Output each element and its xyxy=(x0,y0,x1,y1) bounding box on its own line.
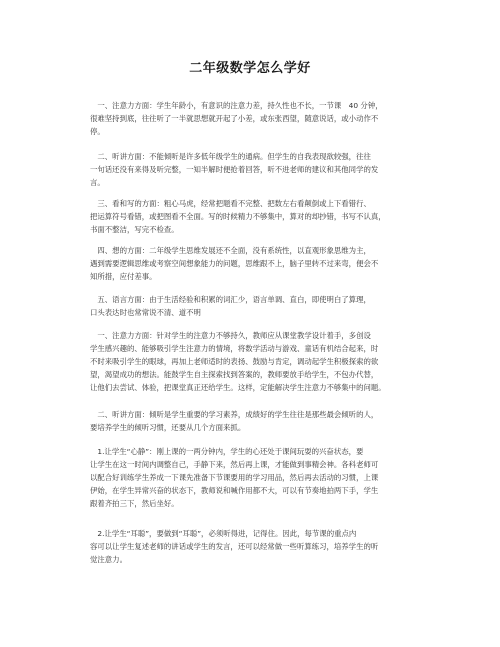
text-line: 觉注意力。 xyxy=(90,555,127,564)
paragraph-language-issue xyxy=(90,293,420,319)
paragraph-calm-heart xyxy=(90,445,420,510)
text-line: 五、语言方面：由于生活经验和积累的词汇少，语言单调、直白，即使明白了算理， xyxy=(90,295,371,304)
text-line: 口头表达时也常常说不清、道不明 xyxy=(90,308,201,317)
paragraph-thinking-issue xyxy=(90,244,420,283)
text-line: 四、想的方面：二年级学生思维发展还不全面，没有系统性，以直观形象思维为主， xyxy=(90,246,371,255)
text-line: 2.让学生“耳聪”，要做到“耳聪”，必须听得进，记得住。因此，每节课的重点内 xyxy=(90,529,357,538)
text-line: 三、看和写的方面：粗心马虎，经常把题看不完整、把数左右看颠倒或上下看错行、 xyxy=(90,199,371,208)
text-line: 一、注意力方面：针对学生的注意力不够持久，教师应从课堂教学设计着手，多创设 xyxy=(90,331,371,340)
document-title: 二年级数学怎么学好 xyxy=(189,61,311,76)
text-line: 跟着齐拍三下，然后坐好。 xyxy=(90,499,179,508)
text-line: 言。 xyxy=(90,178,105,187)
paragraph-listening-issue xyxy=(90,150,420,189)
text-line: 让学生在这一时间内调整自己，手静下来，然后再上课，才能做到事精会神。各科老师可 xyxy=(90,460,379,469)
text-line: 书面不整洁，写完不检查。 xyxy=(90,225,179,234)
text-line: 知所措，应付差事。 xyxy=(90,272,157,281)
text-line: 让他们去尝试、体验，把课堂真正还给学生。这样，定能解决学生注意力不够集中的问题。 xyxy=(90,383,386,392)
text-line: 1.让学生“心静”：刚上课的一两分钟内，学生的心还处于课间玩耍的兴奋状态，要 xyxy=(90,447,364,456)
text-line: 一句话还没有来得及听完整，一知半解时便抢着回答，听不进老师的建议和其他同学的发 xyxy=(90,165,379,174)
text-line: 望，渴望成功的想法。能鼓学生自主探索找到答案的，教师要放手给学生，不包办代替， xyxy=(90,370,379,379)
text-line: 二、听讲方面：不能倾听是许多低年级学生的通病。但学生的自我表现欲较强，往往 xyxy=(90,152,371,161)
text-line: 二、听讲方面：倾听是学生重要的学习素养，成绩好的学生往往是那些最会倾听的人， xyxy=(90,410,379,419)
text-line: 要培养学生的倾听习惯，还要从几个方面来抓。 xyxy=(90,423,246,432)
text-line: 不时来吸引学生的眼球，再加上老师适时的表扬、鼓励与肯定，调动起学生积极探索的欲 xyxy=(90,357,379,366)
text-line: 容可以让学生复述老师的讲话或学生的发言，还可以经常做一些听算练习，培养学生的听 xyxy=(90,542,379,551)
text-line: 伊始，在学生异常兴奋的状态下，教师说和喊作用都不大，可以有节奏地拍两下手，学生 xyxy=(90,486,379,495)
text-line: 学生感兴趣的、能够吸引学生注意力的情境，将数学活动与游戏、童话有机结合起来，时 xyxy=(90,344,379,353)
paragraph-attention-issue xyxy=(90,99,420,138)
paragraph-reading-writing-issue xyxy=(90,197,420,236)
text-line: 遇到需要逻辑思维或考察空间想象能力的问题，思维跟不上，脑子里转不过来弯，便会不 xyxy=(90,259,379,268)
text-line: 把运算符号看错，或把图看不全面。写的时候精力不够集中，算对的却抄错，书写不认真， xyxy=(90,212,386,221)
text-line: 很难坚持到底，往往听了一半就思想就开起了小差，或东张西望，随意说话，或小动作不 xyxy=(90,114,379,123)
paragraph-attention-solution xyxy=(90,329,420,394)
text-line: 以配合好训练学生养成一下课先准备下节课要用的学习用品，然后再去活动的习惯，上课 xyxy=(90,473,379,482)
paragraph-listening-solution xyxy=(90,408,420,434)
text-line: 一、注意力方面：学生年龄小，有意识的注意力差，持久性也不长，一节课 40 分钟， xyxy=(90,101,383,110)
text-line: 停。 xyxy=(90,127,105,136)
paragraph-sharp-ears xyxy=(90,527,420,566)
